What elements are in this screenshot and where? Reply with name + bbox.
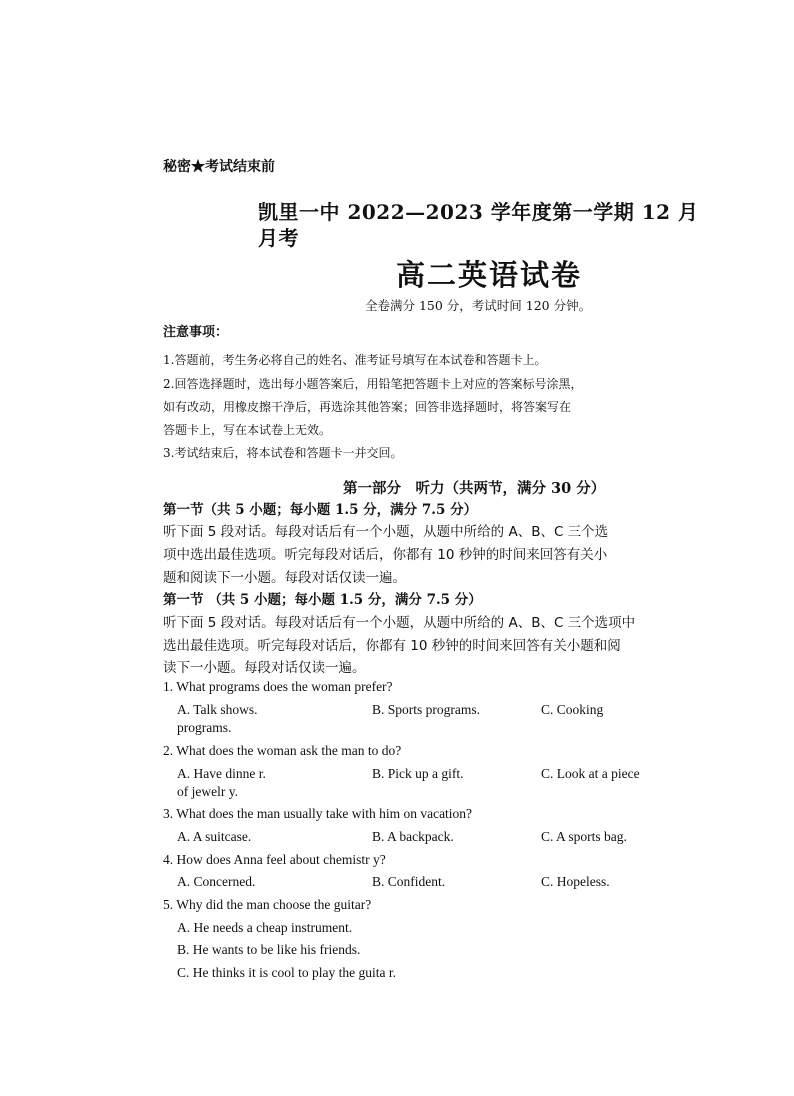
notice-line: 1.答题前，考生务必将自己的姓名、准考证号填写在本试卷和答题卡上。 [163,353,547,367]
option-a: A. A suitcase. [177,829,252,844]
notice-line: 3.考试结束后，将本试卷和答题卡一并交回。 [163,446,403,460]
section-two-instruction: 听下面 5 段对话。每段对话后有一个小题，从题中所给的 A、B、C 三个选项中 [163,615,636,631]
notice-heading: 注意事项： [163,325,229,340]
option-a: A. He needs a cheap instrument. [177,920,353,935]
section-two-instruction: 读下一小题。每段对话仅读一遍。 [163,660,366,676]
question-stem: 5. Why did the man choose the guitar? [163,897,372,912]
option-c: C. A sports bag. [541,829,627,844]
option-b: B. Sports programs. [372,702,480,717]
section-two-title: 第一节 （共 5 小题；每小题 1.5 分，满分 7.5 分） [163,592,482,608]
option-a: A. Have dinne r. [177,766,266,781]
notice-line: 2.回答选择题时，选出每小题答案后，用铅笔把答题卡上对应的答案标号涂黑， [163,377,583,391]
option-c: C. He thinks it is cool to play the guita r. [177,965,396,980]
exam-title-line-2: 月考 [258,226,299,250]
option-b: B. A backpack. [372,829,454,844]
option-b: B. Confident. [372,874,446,889]
option-c-wrap: programs. [177,720,232,735]
section-one-instruction: 项中选出最佳选项。听完每段对话后，你都有 10 秒钟的时间来回答有关小 [163,547,608,563]
question-stem: 2. What does the woman ask the man to do? [163,743,402,758]
question-stem: 3. What does the man usually take with him on vacation? [163,806,473,821]
page-title: 高二英语试卷 [396,258,583,292]
option-a: A. Talk shows. [177,702,258,717]
notice-line: 如有改动，用橡皮擦干净后，再选涂其他答案；回答非选择题时，将答案写在 [163,400,572,414]
section-two-instruction: 选出最佳选项。听完每段对话后，你都有 10 秒钟的时间来回答有关小题和阅 [163,638,621,654]
question-stem: 1. What programs does the woman prefer? [163,679,393,694]
option-a: A. Concerned. [177,874,256,889]
section-one-instruction: 听下面 5 段对话。每段对话后有一个小题，从题中所给的 A、B、C 三个选 [163,524,609,540]
exam-title-line-1: 凯里一中 2022—2023 学年度第一学期 12 月 [258,200,699,224]
option-b: B. Pick up a gift. [372,766,464,781]
section-one-title: 第一节（共 5 小题；每小题 1.5 分，满分 7.5 分） [163,502,478,518]
option-c: C. Look at a piece [541,766,640,781]
score-info: 全卷满分 150 分，考试时间 120 分钟。 [365,298,592,313]
option-c-wrap: of jewelr y. [177,784,238,799]
section-one-instruction: 题和阅读下一小题。每段对话仅读一遍。 [163,570,406,586]
notice-line: 答题卡上，写在本试卷上无效。 [163,423,332,437]
question-stem: 4. How does Anna feel about chemistr y? [163,852,386,867]
option-c: C. Cooking [541,702,604,717]
option-b: B. He wants to be like his friends. [177,942,361,957]
part-one-title: 第一部分 听力（共两节，满分 30 分） [343,480,606,497]
confidential-label: 秘密★考试结束前 [163,159,275,175]
option-c: C. Hopeless. [541,874,610,889]
